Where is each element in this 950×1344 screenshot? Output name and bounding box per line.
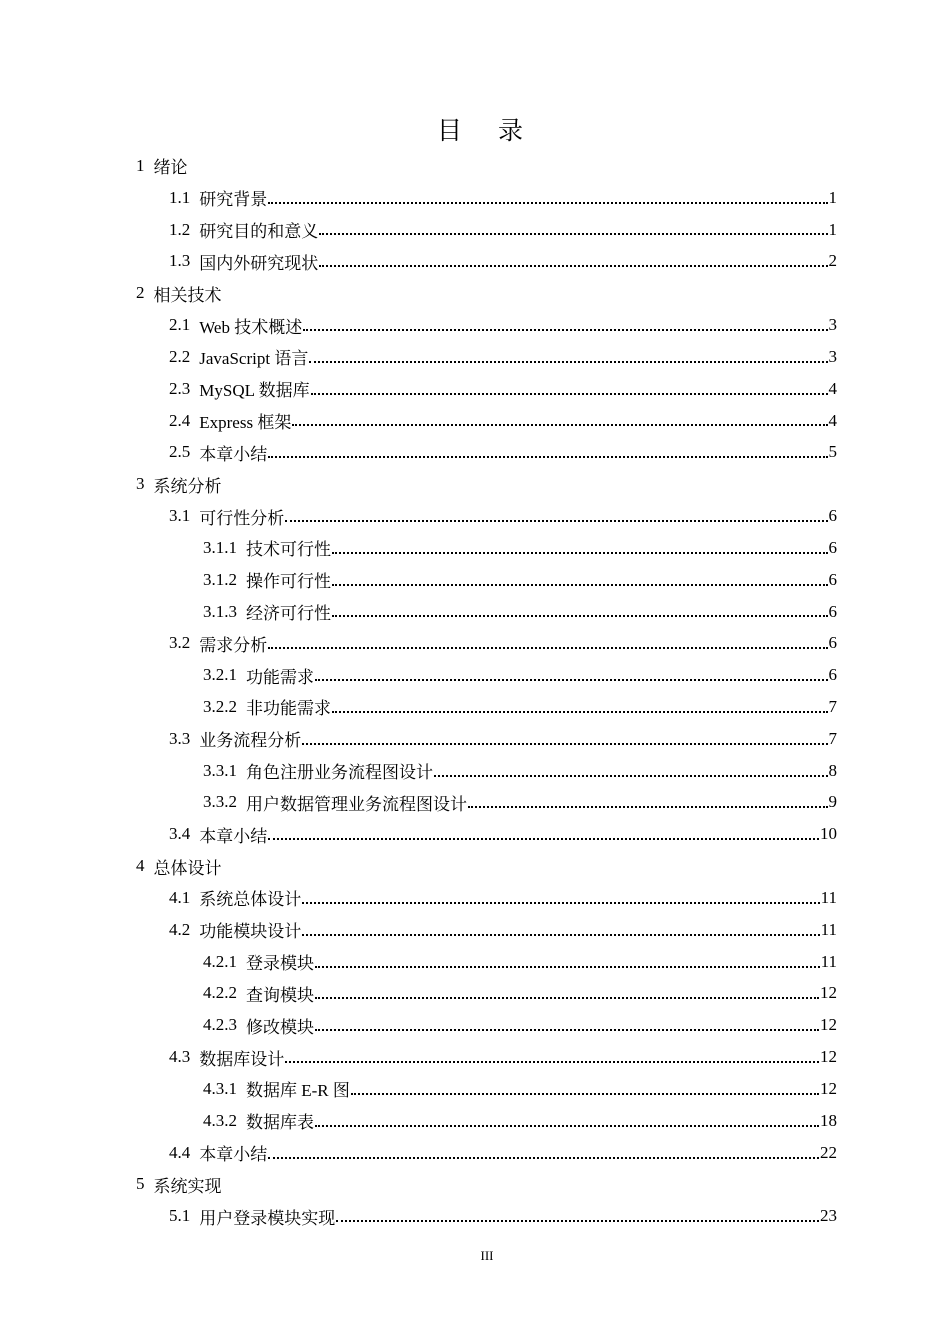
toc-entry-label: 技术可行性 — [246, 540, 331, 560]
toc-dot-leader — [302, 933, 819, 936]
toc-dot-leader — [268, 1156, 819, 1159]
toc-chapter-entry[interactable] — [0, 850, 837, 882]
toc-dot-leader — [268, 455, 827, 458]
toc-section-entry[interactable] — [0, 1137, 837, 1169]
toc-entry-label: 数据库表 — [246, 1113, 314, 1133]
toc-chapter-entry[interactable] — [0, 1169, 837, 1201]
toc-entry-page-number: 10 — [820, 824, 837, 844]
toc-entry-number: 3.3 — [169, 728, 191, 748]
toc-entry-number: 4.3 — [169, 1047, 191, 1067]
toc-section-entry[interactable] — [0, 309, 837, 341]
toc-entry-page-number: 8 — [828, 760, 837, 780]
toc-entry-label: 功能需求 — [246, 667, 314, 687]
toc-entry-label: 需求分析 — [199, 635, 268, 655]
toc-dot-leader — [302, 742, 827, 745]
toc-entry-number: 3.4 — [169, 824, 191, 844]
toc-dot-leader — [319, 264, 827, 267]
toc-dot-leader — [336, 1219, 819, 1222]
toc-subsection-entry[interactable] — [0, 946, 837, 978]
toc-entry-number: 5.1 — [169, 1206, 191, 1226]
toc-section-entry[interactable] — [0, 245, 837, 277]
toc-entry-page-number: 7 — [828, 728, 837, 748]
toc-subsection-entry[interactable] — [0, 1105, 837, 1137]
toc-entry-number: 4.2.2 — [203, 983, 237, 1003]
toc-entry-number: 3.3.2 — [203, 792, 237, 812]
toc-subsection-entry[interactable] — [0, 659, 837, 691]
toc-entry-label: 非功能需求 — [246, 699, 331, 719]
toc-dot-leader — [302, 901, 819, 904]
toc-dot-leader — [285, 519, 827, 522]
toc-dot-leader — [309, 360, 827, 363]
toc-section-entry[interactable] — [0, 627, 837, 659]
toc-entry-page-number: 18 — [820, 1110, 837, 1130]
toc-entry-number: 2.4 — [169, 410, 191, 430]
toc-section-entry[interactable] — [0, 500, 837, 532]
toc-entry-page-number: 6 — [828, 601, 837, 621]
toc-entry-number: 2.5 — [169, 442, 191, 462]
toc-entry-label: 功能模块设计 — [199, 922, 302, 942]
toc-entry-page-number: 23 — [820, 1206, 837, 1226]
toc-dot-leader — [434, 774, 828, 777]
toc-entry-label: 数据库设计 — [199, 1049, 285, 1069]
toc-entry-page-number: 6 — [828, 569, 837, 589]
toc-entry-label: 本章小结 — [199, 444, 268, 464]
toc-entry-number: 4.2.1 — [203, 951, 237, 971]
toc-entry-page-number: 6 — [828, 633, 837, 653]
toc-subsection-entry[interactable] — [0, 564, 837, 596]
toc-entry-page-number: 4 — [828, 410, 837, 430]
toc-section-entry[interactable] — [0, 1041, 837, 1073]
toc-entry-number: 1.2 — [169, 219, 191, 239]
toc-entry-label: 系统总体设计 — [199, 890, 302, 910]
toc-entry-label: 本章小结 — [199, 1145, 268, 1165]
toc-dot-leader — [332, 583, 828, 586]
toc-entry-label: 用户登录模块实现 — [199, 1208, 336, 1228]
toc-entry-label: 国内外研究现状 — [199, 253, 319, 273]
toc-entry-label: JavaScript 语言 — [199, 349, 309, 369]
toc-entry-page-number: 1 — [828, 187, 837, 207]
toc-entry-number: 4.1 — [169, 887, 191, 907]
toc-entry-number: 3.1.1 — [203, 537, 237, 557]
toc-entry-label: 经济可行性 — [246, 604, 331, 623]
toc-entry-number: 5 — [136, 1174, 145, 1194]
toc-entry-page-number: 1 — [828, 219, 837, 239]
toc-entry-number: 3.2.2 — [203, 696, 237, 716]
toc-entry-label: 绪论 — [153, 158, 188, 178]
toc-entry-number: 3 — [136, 474, 145, 494]
toc-entry-number: 3.2.1 — [203, 665, 237, 685]
toc-entry-number: 2.2 — [169, 346, 191, 366]
toc-subsection-entry[interactable] — [0, 596, 837, 628]
toc-entry-label: 相关技术 — [153, 285, 222, 305]
toc-chapter-entry[interactable] — [0, 468, 837, 500]
toc-entry-label: 本章小结 — [199, 826, 268, 846]
page-number-footer: III — [480, 1248, 494, 1263]
toc-dot-leader — [285, 1060, 819, 1063]
toc-section-entry[interactable] — [0, 882, 837, 914]
toc-entry-page-number: 12 — [820, 1015, 837, 1035]
toc-dot-leader — [315, 965, 820, 968]
toc-entry-label: MySQL 数据库 — [199, 381, 310, 401]
toc-entry-page-number: 11 — [820, 951, 837, 971]
toc-dot-leader — [319, 232, 827, 235]
toc-section-entry[interactable] — [0, 214, 837, 246]
toc-entry-label: 操作可行性 — [246, 572, 331, 592]
toc-entry-number: 4.3.2 — [203, 1110, 237, 1130]
toc-entry-page-number: 12 — [820, 983, 837, 1003]
toc-entry-page-number: 22 — [820, 1142, 837, 1162]
toc-entry-number: 1.3 — [169, 251, 191, 271]
toc-entry-number: 3.1.2 — [203, 569, 237, 589]
toc-entry-number: 4.2 — [169, 919, 191, 939]
toc-entry-number: 4 — [136, 856, 145, 876]
toc-entry-label: 查询模块 — [246, 985, 314, 1005]
toc-entry-label: 研究目的和意义 — [199, 222, 319, 242]
toc-chapter-entry[interactable] — [0, 277, 837, 309]
table-of-contents — [0, 150, 950, 1232]
toc-entry-number: 4.3.1 — [203, 1078, 237, 1098]
toc-entry-label: Express 框架 — [199, 413, 292, 433]
toc-section-entry[interactable] — [0, 914, 837, 946]
toc-entry-label: 角色注册业务流程图设计 — [246, 763, 433, 783]
toc-title: 目 录 — [437, 116, 537, 145]
toc-entry-page-number: 12 — [820, 1078, 837, 1098]
toc-entry-label: 业务流程分析 — [199, 731, 302, 751]
toc-entry-label: 系统分析 — [153, 476, 222, 496]
toc-entry-page-number: 6 — [828, 665, 837, 685]
toc-entry-page-number: 2 — [828, 251, 837, 271]
toc-dot-leader — [292, 423, 827, 426]
toc-entry-page-number: 6 — [828, 506, 837, 526]
toc-chapter-entry[interactable] — [0, 150, 837, 182]
toc-subsection-entry[interactable] — [0, 755, 837, 787]
toc-dot-leader — [332, 551, 828, 554]
toc-entry-number: 3.2 — [169, 633, 191, 653]
toc-entry-label: 系统实现 — [153, 1176, 222, 1196]
toc-section-entry[interactable] — [0, 818, 837, 850]
toc-entry-page-number: 11 — [820, 919, 837, 939]
toc-section-entry[interactable] — [0, 405, 837, 437]
toc-dot-leader — [332, 710, 828, 713]
toc-section-entry[interactable] — [0, 182, 837, 214]
toc-section-entry[interactable] — [0, 373, 837, 405]
toc-entry-label: Web 技术概述 — [199, 317, 303, 337]
toc-section-entry[interactable] — [0, 1200, 837, 1232]
toc-dot-leader — [311, 392, 828, 395]
toc-entry-label: 用户数据管理业务流程图设计 — [246, 794, 467, 814]
toc-entry-number: 3.3.1 — [203, 760, 237, 780]
toc-subsection-entry[interactable] — [0, 1009, 837, 1041]
toc-subsection-entry[interactable] — [0, 1073, 837, 1105]
toc-dot-leader — [315, 1124, 819, 1127]
toc-section-entry[interactable] — [0, 723, 837, 755]
toc-dot-leader — [303, 328, 827, 331]
toc-entry-page-number: 3 — [828, 315, 837, 335]
toc-entry-label: 登录模块 — [246, 954, 314, 974]
toc-dot-leader — [268, 646, 827, 649]
toc-dot-leader — [315, 678, 828, 681]
toc-entry-number: 2.3 — [169, 378, 191, 398]
toc-entry-page-number: 4 — [828, 378, 837, 398]
toc-entry-page-number: 5 — [828, 442, 837, 462]
toc-entry-label: 数据库 E-R 图 — [246, 1081, 350, 1101]
toc-entry-label: 研究背景 — [199, 190, 268, 210]
toc-dot-leader — [351, 1092, 819, 1095]
toc-entry-page-number: 3 — [828, 346, 837, 366]
toc-subsection-entry[interactable] — [0, 532, 837, 564]
toc-entry-page-number: 9 — [828, 792, 837, 812]
toc-entry-page-number: 12 — [820, 1047, 837, 1067]
toc-subsection-entry[interactable] — [0, 978, 837, 1010]
toc-subsection-entry[interactable] — [0, 787, 837, 819]
toc-entry-number: 2 — [136, 283, 145, 303]
toc-subsection-entry[interactable] — [0, 691, 837, 723]
toc-entry-number: 1.1 — [169, 187, 191, 207]
toc-entry-number: 3.1.3 — [203, 601, 237, 621]
toc-entry-page-number: 11 — [820, 887, 837, 907]
toc-entry-number: 4.4 — [169, 1142, 191, 1162]
toc-dot-leader — [268, 837, 819, 840]
toc-entry-number: 4.2.3 — [203, 1015, 237, 1035]
toc-entry-label: 总体设计 — [153, 858, 222, 878]
toc-entry-page-number: 7 — [828, 696, 837, 716]
toc-dot-leader — [268, 201, 827, 204]
toc-section-entry[interactable] — [0, 436, 837, 468]
toc-entry-label: 修改模块 — [246, 1017, 314, 1037]
toc-dot-leader — [468, 805, 828, 808]
toc-entry-label: 可行性分析 — [199, 508, 285, 528]
toc-entry-number: 1 — [136, 155, 145, 175]
toc-entry-number: 2.1 — [169, 315, 191, 335]
toc-dot-leader — [332, 614, 828, 617]
toc-entry-page-number: 6 — [828, 537, 837, 557]
toc-dot-leader — [315, 1028, 819, 1031]
toc-dot-leader — [315, 996, 819, 999]
toc-section-entry[interactable] — [0, 341, 837, 373]
toc-entry-number: 3.1 — [169, 506, 191, 526]
